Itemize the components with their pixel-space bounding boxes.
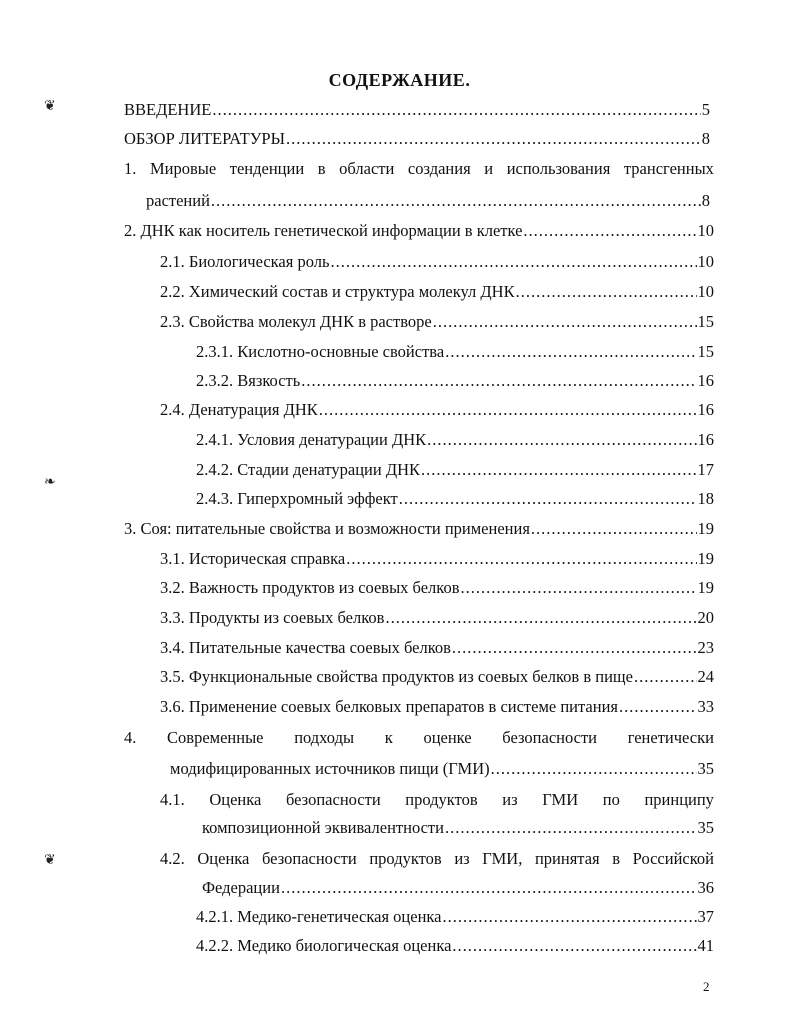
- toc-leader: [619, 697, 697, 717]
- toc-leader: [634, 667, 697, 687]
- toc-leader: [286, 129, 701, 149]
- toc-word: 4.1.: [160, 790, 185, 809]
- toc-word: к: [384, 728, 393, 747]
- toc-entry-page: 20: [697, 608, 714, 627]
- toc-word: Российской: [632, 849, 714, 868]
- toc-word: 1.: [124, 159, 137, 178]
- toc-entry: [196, 342, 714, 362]
- toc-entry-page: 8: [701, 129, 710, 148]
- toc-entry: [160, 400, 714, 420]
- toc-leader: [445, 342, 696, 362]
- toc-leader: [301, 371, 696, 391]
- toc-entry-page: 15: [697, 312, 714, 331]
- toc-entry-page: 16: [697, 371, 714, 390]
- toc-word: продуктов: [405, 790, 478, 809]
- toc-entry-text: 3.1. Историческая справка: [160, 549, 346, 568]
- toc-entry: [196, 936, 714, 956]
- toc-entry-page: 17: [697, 460, 714, 479]
- page-number: 2: [703, 979, 710, 994]
- toc-leader: [452, 936, 696, 956]
- toc-entry-text: модифицированных источников пищи (ГМИ): [170, 759, 490, 778]
- toc-entry: [160, 578, 714, 598]
- toc-leader: [443, 907, 697, 927]
- toc-entry-page: 35: [697, 818, 714, 837]
- toc-entry: [196, 430, 714, 450]
- toc-word: области: [339, 159, 395, 178]
- toc-entry-page: 33: [697, 697, 714, 716]
- toc-word: подходы: [294, 728, 355, 747]
- toc-entry-text: растений: [146, 191, 210, 210]
- toc-entry-page: 37: [697, 907, 714, 926]
- toc-entry-text: 3.2. Важность продуктов из соевых белков: [160, 578, 460, 597]
- toc-entry-first-line: [124, 728, 714, 748]
- toc-leader: [516, 282, 697, 302]
- toc-leader: [399, 489, 697, 509]
- toc-word: Мировые: [149, 159, 217, 178]
- toc-entry-page: 24: [697, 667, 714, 686]
- toc-leader: [385, 608, 696, 628]
- toc-word: 4.: [124, 728, 137, 747]
- toc-word: тенденции: [229, 159, 305, 178]
- toc-entry-first-line: [124, 159, 714, 179]
- toc-entry: [160, 252, 714, 272]
- toc-leader: [445, 818, 697, 838]
- toc-entry: [160, 638, 714, 658]
- toc-entry-page: 10: [697, 252, 714, 271]
- toc-entry-page: 19: [697, 519, 714, 538]
- toc-entry-text: ВВЕДЕНИЕ: [124, 100, 212, 119]
- toc-leader: [281, 878, 697, 898]
- toc-entry: [196, 460, 714, 480]
- toc-entry: [202, 818, 714, 838]
- toc-word: Оценка: [197, 849, 250, 868]
- toc-entry-page: 36: [697, 878, 714, 897]
- toc-entry-text: 4.2.1. Медико-генетическая оценка: [196, 907, 442, 926]
- toc-entry-text: 2.3.1. Кислотно-основные свойства: [196, 342, 445, 361]
- toc-word: продуктов: [369, 849, 442, 868]
- toc-entry-text: 2.3. Свойства молекул ДНК в растворе: [160, 312, 432, 331]
- toc-word: 4.2.: [160, 849, 185, 868]
- toc-word: ГМИ: [542, 790, 579, 809]
- toc-word: создания: [407, 159, 471, 178]
- toc-word: безопасности: [502, 728, 598, 747]
- toc-entry: [170, 759, 714, 779]
- toc-word: по: [602, 790, 620, 809]
- toc-word: принятая: [534, 849, 600, 868]
- toc-entry-text: 3.5. Функциональные свойства продуктов из соевых белков в пище: [160, 667, 633, 686]
- toc-entry: [124, 221, 714, 241]
- toc-entry-text: 2.4.3. Гиперхромный эффект: [196, 489, 398, 508]
- scan-smudge: ❦: [44, 99, 56, 114]
- page-title: СОДЕРЖАНИЕ.: [328, 70, 471, 90]
- toc-entry: [146, 191, 710, 211]
- toc-entry-page: 5: [701, 100, 710, 119]
- toc-word: из: [454, 849, 470, 868]
- toc-word: генетически: [627, 728, 714, 747]
- toc-word: Современные: [167, 728, 264, 747]
- toc-entry-text: 3.3. Продукты из соевых белков: [160, 608, 385, 627]
- scan-smudge: ❦: [44, 853, 56, 868]
- toc-entry-page: 19: [697, 549, 714, 568]
- toc-entry: [196, 371, 714, 391]
- toc-entry-text: 3.6. Применение соевых белковых препаратов в системе питания: [160, 697, 618, 716]
- toc-entry-page: 19: [697, 578, 714, 597]
- toc-word: из: [502, 790, 518, 809]
- toc-leader: [531, 519, 697, 539]
- toc-leader: [346, 549, 696, 569]
- toc-word: Оценка: [209, 790, 262, 809]
- toc-entry-page: 8: [701, 191, 710, 210]
- toc-entry: [160, 549, 714, 569]
- toc-entry-text: композиционной эквивалентности: [202, 818, 444, 837]
- toc-entry-page: 18: [697, 489, 714, 508]
- toc-word: оценке: [423, 728, 472, 747]
- toc-leader: [211, 191, 701, 211]
- toc-entry-page: 15: [697, 342, 714, 361]
- toc-leader: [523, 221, 696, 241]
- toc-entry-first-line: [160, 849, 714, 869]
- toc-entry-text: ОБЗОР ЛИТЕРАТУРЫ: [124, 129, 285, 148]
- toc-entry-text: 2.4.1. Условия денатурации ДНК: [196, 430, 427, 449]
- toc-entry: [160, 667, 714, 687]
- toc-leader: [319, 400, 697, 420]
- toc-entry: [124, 129, 710, 149]
- toc-entry-text: 3.4. Питательные качества соевых белков: [160, 638, 451, 657]
- toc-word: использования: [506, 159, 611, 178]
- toc-word: в: [612, 849, 621, 868]
- toc-word: ГМИ,: [482, 849, 523, 868]
- toc-entry-text: 2.4.2. Стадии денатурации ДНК: [196, 460, 421, 479]
- toc-leader: [331, 252, 697, 272]
- toc-entry-page: 35: [697, 759, 714, 778]
- toc-entry-text: 4.2.2. Медико биологическая оценка: [196, 936, 452, 955]
- toc-entry-page: 23: [697, 638, 714, 657]
- scan-smudge: ❧: [44, 475, 56, 490]
- toc-entry: [160, 282, 714, 302]
- toc-entry: [196, 489, 714, 509]
- toc-entry: [196, 907, 714, 927]
- toc-leader: [433, 312, 697, 332]
- toc-entry-text: 2.3.2. Вязкость: [196, 371, 301, 390]
- toc-entry-text: 2.1. Биологическая роль: [160, 252, 330, 271]
- toc-leader: [491, 759, 697, 779]
- toc-entry-page: 10: [697, 221, 714, 240]
- toc-entry: [202, 878, 714, 898]
- toc-entry: [160, 608, 714, 628]
- toc-leader: [452, 638, 697, 658]
- toc-entry-page: 41: [697, 936, 714, 955]
- toc-entry-text: 2.2. Химический состав и структура молекул ДНК: [160, 282, 515, 301]
- toc-entry-first-line: [160, 790, 714, 810]
- toc-entry-text: 3. Соя: питательные свойства и возможности применения: [124, 519, 530, 538]
- toc-entry: [160, 312, 714, 332]
- toc-leader: [461, 578, 697, 598]
- toc-word: безопасности: [262, 849, 357, 868]
- toc-word: трансгенных: [623, 159, 714, 178]
- toc-entry-text: Федерации: [202, 878, 280, 897]
- toc-entry: [124, 100, 710, 120]
- toc-entry-text: 2.4. Денатурация ДНК: [160, 400, 318, 419]
- toc-entry-text: 2. ДНК как носитель генетической информации в клетке: [124, 221, 523, 240]
- toc-entry-page: 10: [697, 282, 714, 301]
- toc-entry: [124, 519, 714, 539]
- toc-entry-page: 16: [697, 430, 714, 449]
- toc-leader: [427, 430, 696, 450]
- toc-entry-page: 16: [697, 400, 714, 419]
- toc-word: в: [317, 159, 326, 178]
- toc-word: и: [484, 159, 494, 178]
- toc-leader: [421, 460, 696, 480]
- toc-word: безопасности: [285, 790, 381, 809]
- toc-entry: [160, 697, 714, 717]
- toc-leader: [212, 100, 700, 120]
- toc-word: принципу: [644, 790, 714, 809]
